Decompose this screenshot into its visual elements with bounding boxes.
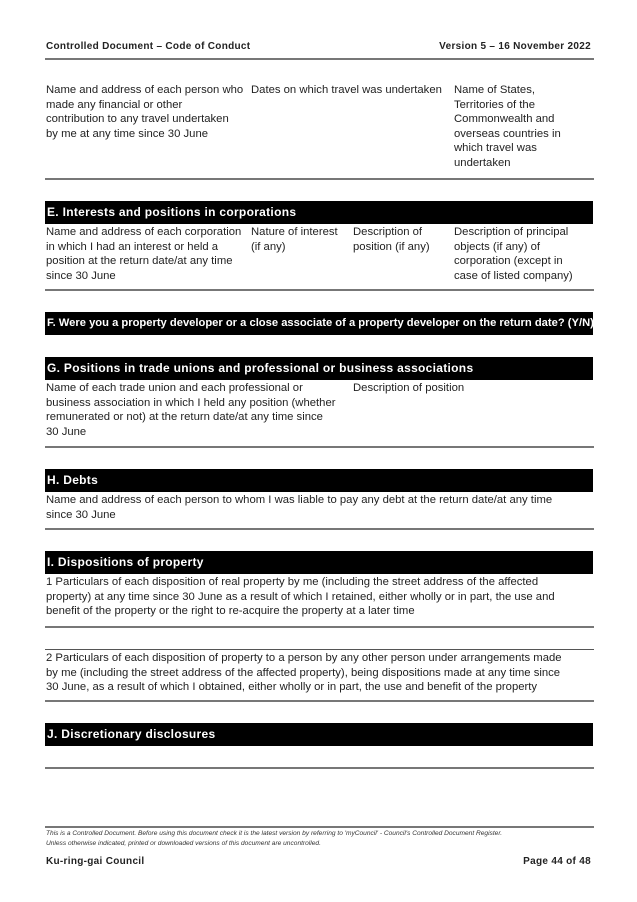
text-line: Description of [353, 226, 423, 238]
header-divider [45, 58, 594, 60]
text-line: property) at any time since 30 June as a result of which I retained, either wholly or in part, the use and [46, 590, 555, 603]
text-line: position at the return date/at any time [46, 255, 233, 268]
section-i-item-1 [46, 575, 594, 619]
text-line: Name and address of each corporation [46, 226, 242, 238]
travel-col-destinations [454, 83, 594, 171]
text-line: 1 Particulars of each disposition of real property by me (including the street address of the affected [46, 576, 539, 588]
header-version: Version 5 – 16 November 2022 [439, 41, 591, 52]
text-line: since 30 June [46, 269, 116, 282]
section-g-col-position: Description of position [353, 382, 465, 394]
text-line: 30 June, as a result of which I obtained, either wholly or in part, the use and benefit of the property [46, 681, 538, 694]
section-g-divider [45, 446, 594, 448]
text-line: Description of principal [454, 226, 569, 238]
section-e-col-objects [454, 225, 594, 283]
section-i-heading: I. Dispositions of property [45, 551, 593, 574]
section-h-heading: H. Debts [45, 469, 593, 492]
section-e-col-corporation [46, 225, 251, 283]
text-line: Name and address of each person to whom I was liable to pay any debt at the return date/at any time [46, 494, 553, 506]
text-line: corporation (except in [454, 255, 563, 268]
text-line: objects (if any) of [454, 240, 541, 253]
section-i-item-2-top-rule [45, 649, 594, 650]
text-line: contribution to any travel undertaken [46, 113, 229, 126]
text-line: undertaken [454, 156, 511, 169]
section-g-col-union [46, 381, 356, 439]
text-line: remunerated or not) at the return date/at any time since [46, 411, 323, 424]
section-g-heading: G. Positions in trade unions and professional or business associations [45, 357, 593, 380]
text-line: business association in which I held any position (whether [46, 396, 336, 409]
table-divider [45, 178, 594, 180]
section-j-divider [45, 767, 594, 769]
text-line: Name and address of each person who [46, 84, 244, 96]
text-line: Commonwealth and [454, 113, 555, 126]
text-line: benefit of the property or the right to re-acquire the property at a later time [46, 605, 415, 618]
travel-col-dates: Dates on which travel was undertaken [251, 84, 442, 96]
text-line: in which I had an interest or held a [46, 240, 219, 253]
text-line: (if any) [251, 240, 286, 253]
text-line: by me at any time since 30 June [46, 127, 209, 140]
text-line: Name of each trade union and each professional or [46, 382, 303, 394]
section-e-col-position [353, 225, 453, 254]
footer-org-name: Ku-ring-gai Council [46, 856, 145, 867]
section-i-item-2 [46, 651, 594, 695]
section-i-divider [45, 700, 594, 702]
footer-divider [45, 826, 594, 828]
text-line: overseas countries in [454, 127, 561, 140]
travel-col-contributor [46, 83, 256, 141]
text-line: made any financial or other [46, 98, 183, 111]
section-h-text [46, 493, 594, 522]
section-i-item-1-divider [45, 626, 594, 628]
text-line: Territories of the [454, 98, 535, 111]
section-e-heading: E. Interests and positions in corporations [45, 201, 593, 224]
footer-controlled-note [46, 829, 502, 848]
section-j-heading: J. Discretionary disclosures [45, 723, 593, 746]
header-doc-title: Controlled Document – Code of Conduct [46, 41, 251, 52]
text-line: position (if any) [353, 240, 430, 253]
text-line: since 30 June [46, 508, 116, 521]
text-line: This is a Controlled Document. Before using this document check it is the latest version by referring to 'myCouncil' - Council's Controlled Document Register. [46, 830, 503, 837]
text-line: case of listed company) [454, 269, 573, 282]
section-f-heading: F. Were you a property developer or a close associate of a property developer on the return date? (Y/N) [45, 312, 593, 335]
text-line: Unless otherwise indicated, printed or downloaded versions of this document are uncontrolled. [46, 839, 321, 847]
text-line: which travel was [454, 142, 537, 155]
section-e-col-nature [251, 225, 351, 254]
text-line: by me (including the street address of the affected property), being dispositions made at any time since [46, 666, 561, 679]
text-line: Nature of interest [251, 226, 338, 238]
footer-page-number: Page 44 of 48 [523, 856, 591, 867]
section-h-divider [45, 528, 594, 530]
text-line: Name of States, [454, 84, 535, 96]
text-line: 30 June [46, 425, 87, 438]
section-e-divider [45, 289, 594, 291]
text-line: 2 Particulars of each disposition of property to a person by any other person under arrangements made [46, 652, 562, 664]
